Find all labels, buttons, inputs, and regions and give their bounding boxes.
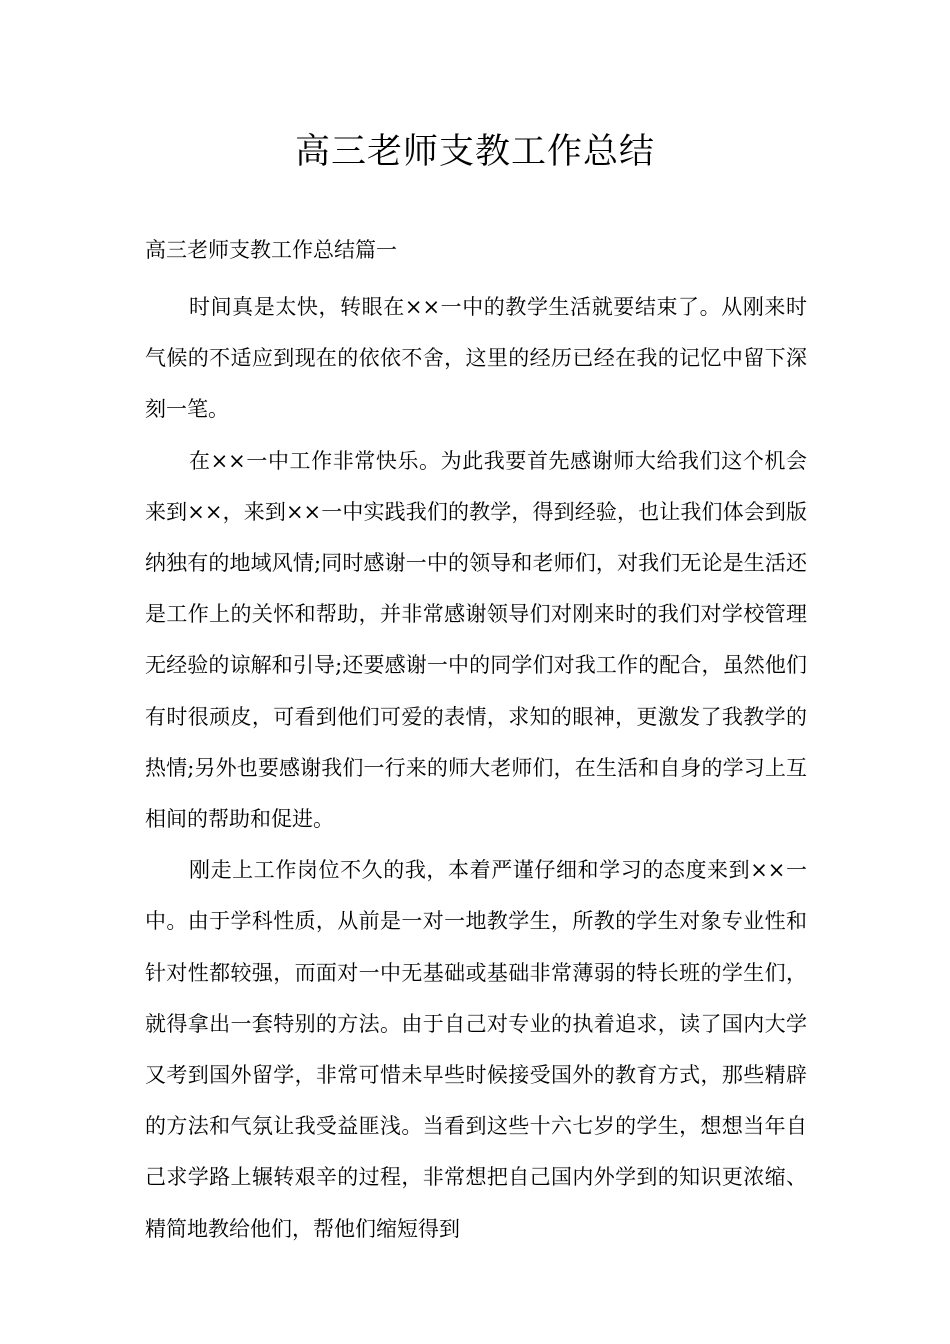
paragraph-3: 刚走上工作岗位不久的我，本着严谨仔细和学习的态度来到××一中。由于学科性质，从前是一对一地教学生，所教的学生对象专业性和针对性都较强，而面对一中无基础或基础非常薄弱的特长班的学生们，就得拿出一套特别的方法。由于自己对专业的执着追求，读了国内大学又考到国外留学，非常可惜未早些时候接受国外的教育方式，那些精辟的方法和气氛让我受益匪浅。当看到这些十六七岁的学生，想想当年自己求学路上辗转艰辛的过程，非常想把自己国内外学到的知识更浓缩、精简地教给他们，帮他们缩短得到 [145, 858, 807, 1241]
paragraph-2: 在××一中工作非常快乐。为此我要首先感谢师大给我们这个机会来到××，来到××一中实践我们的教学，得到经验，也让我们体会到版纳独有的地域风情;同时感谢一中的领导和老师们，对我们无论是生活还是工作上的关怀和帮助，并非常感谢领导们对刚来时的我们对学校管理无经验的谅解和引导;还要感谢一中的同学们对我工作的配合，虽然他们有时很顽皮，可看到他们可爱的表情，求知的眼神，更激发了我教学的热情;另外也要感谢我们一行来的师大老师们，在生活和自身的学习上互相间的帮助和促进。 [145, 448, 807, 832]
document-body [145, 282, 807, 1255]
document-title: 高三老师支教工作总结 [294, 132, 655, 172]
paragraph-1: 时间真是太快，转眼在××一中的教学生活就要结束了。从刚来时气候的不适应到现在的依依不舍，这里的经历已经在我的记忆中留下深刻一笔。 [145, 295, 807, 422]
section-heading: 高三老师支教工作总结篇一 [145, 238, 397, 262]
